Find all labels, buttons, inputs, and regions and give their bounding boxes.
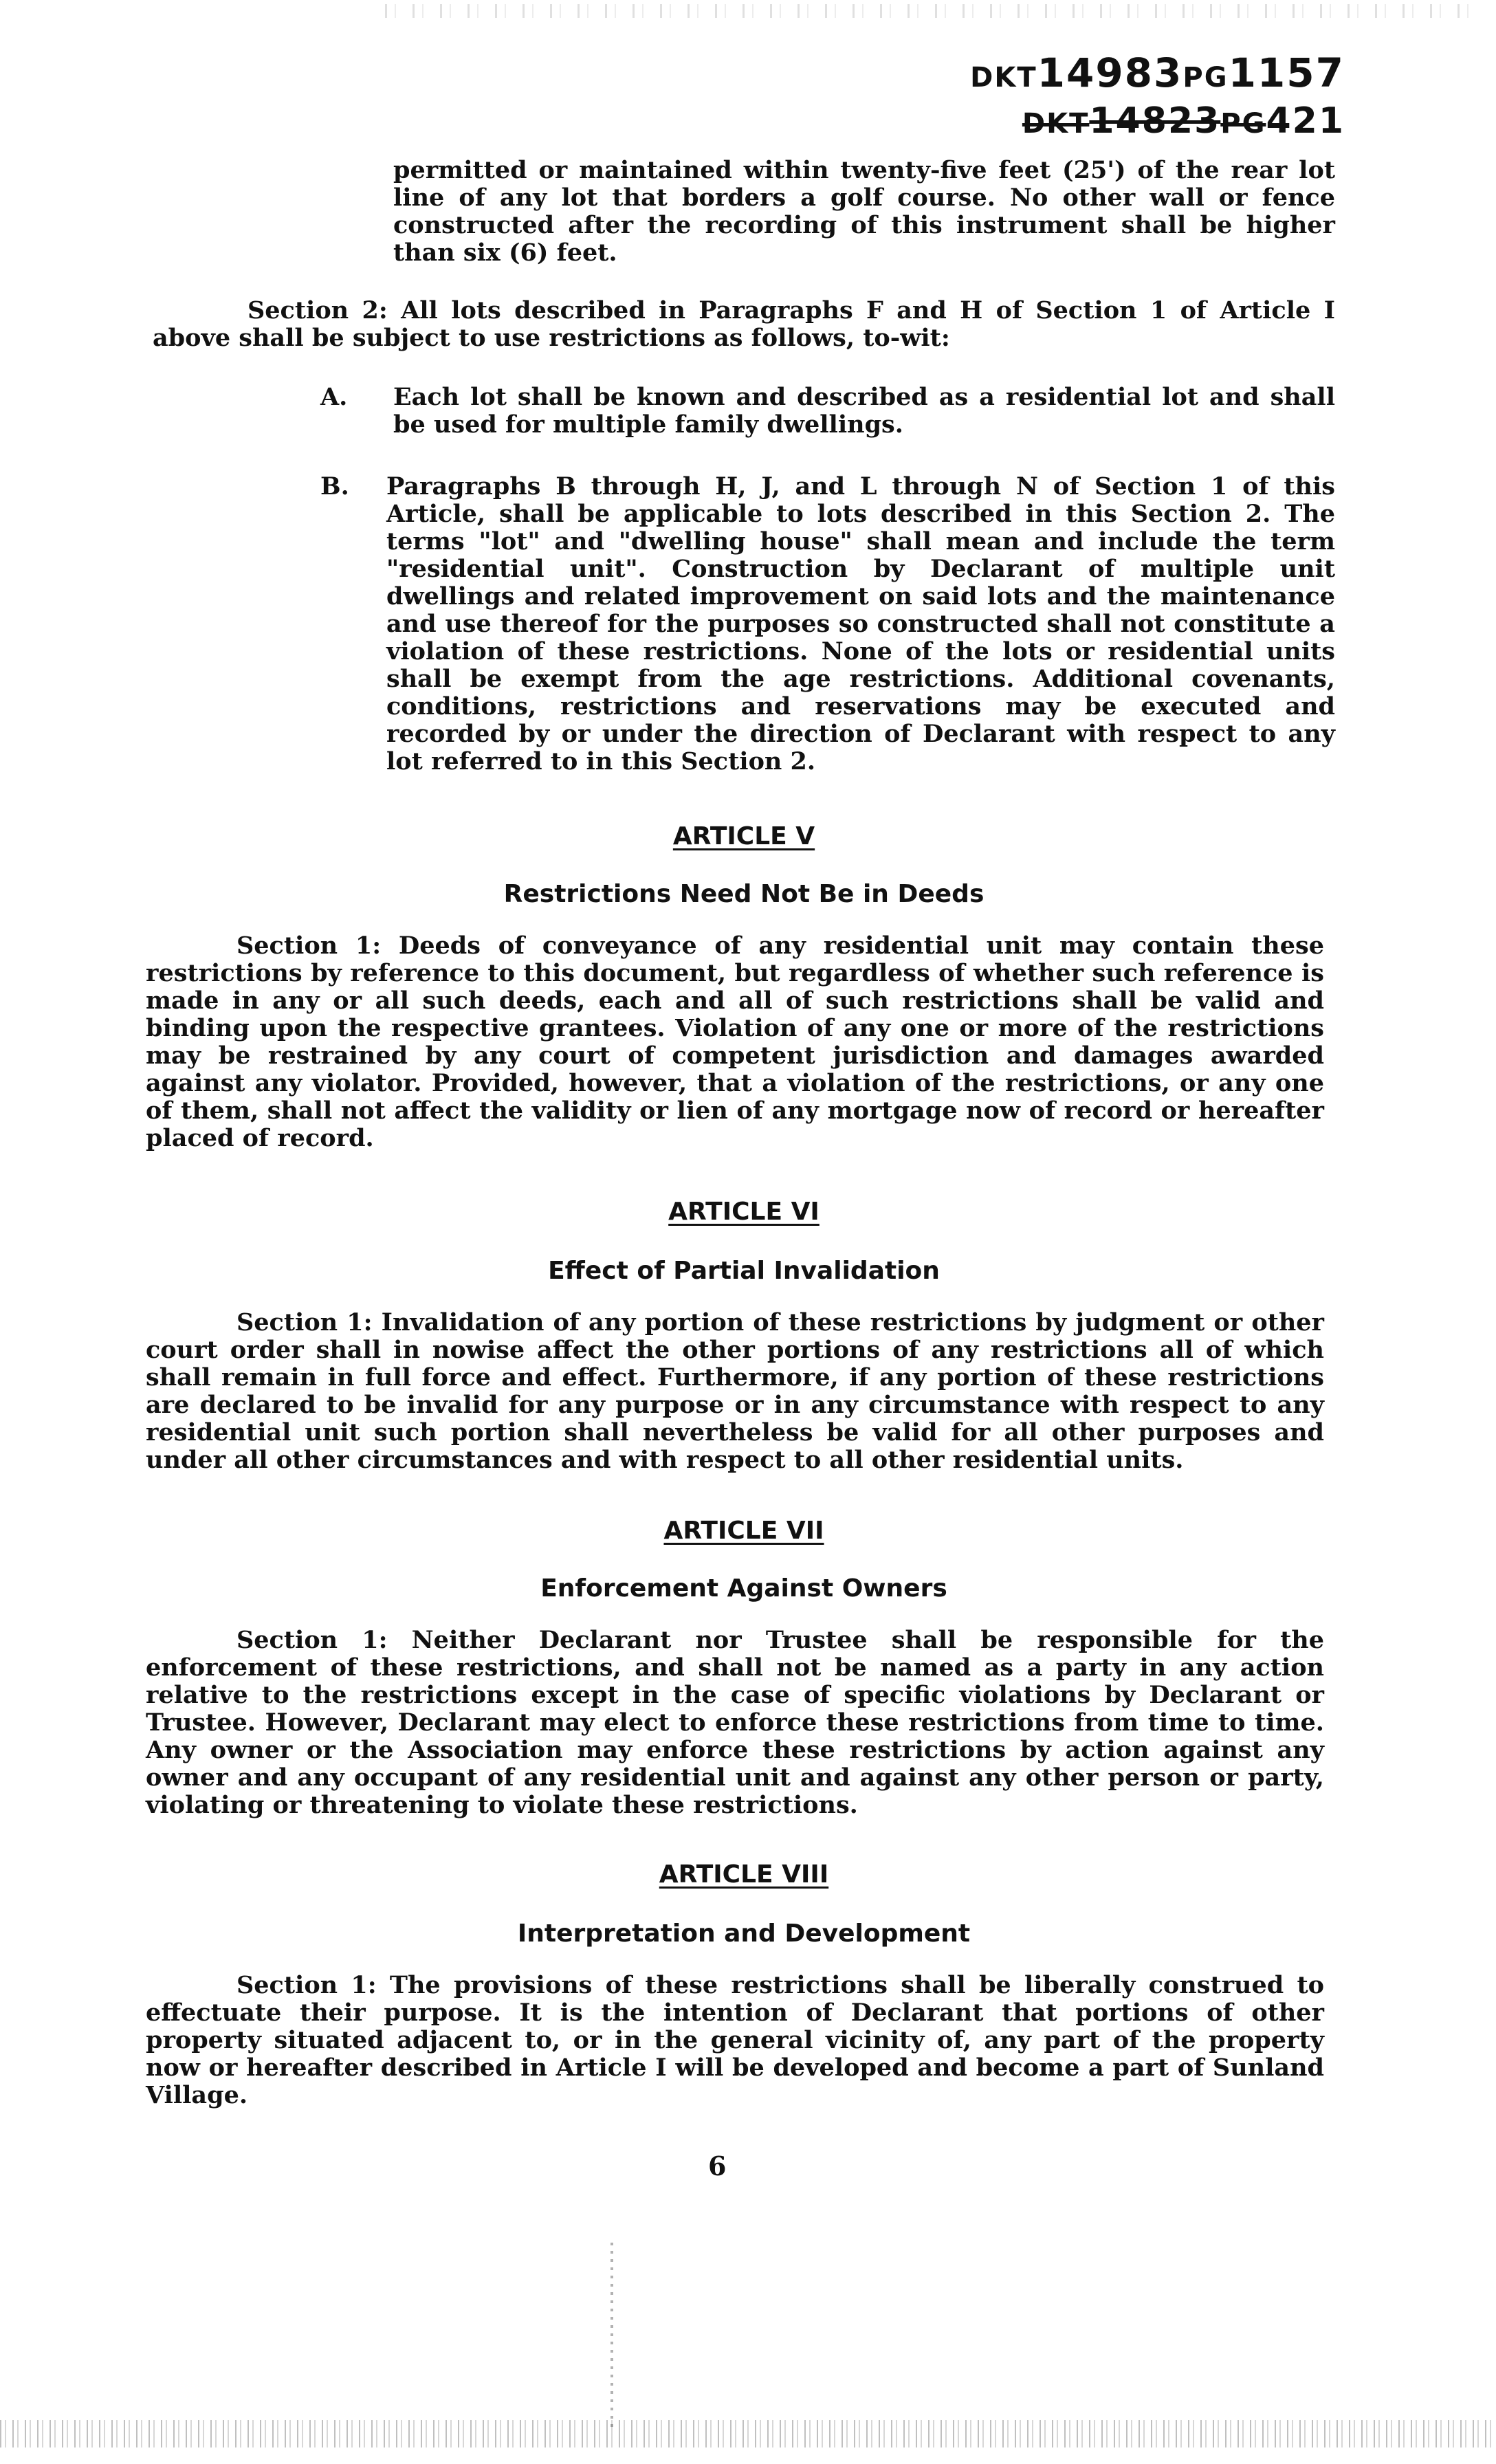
continuation-paragraph: permitted or maintained within twenty-five feet (25') of the rear lot line of any lot that borders a golf course. No other wall or fence constructed after the recording of this instrument shall be higher than six (6) feet. (393, 156, 1335, 267)
article-vii-heading: ARTICLE VII (663, 1517, 824, 1545)
book-page-stamp-struck (1022, 100, 1345, 142)
item-a-label: A. (320, 383, 348, 411)
scan-noise-vertical (610, 2241, 613, 2427)
article-vi-section-1: Section 1: Invalidation of any portion of these restrictions by judgment or other court order shall in nowise affect the other portions of any restrictions all of which shall remain in full force and effect. Furthermore, if any portion of these restrictions are declared to be invalid for any purpose or in any circumstance with respect to any residential unit such portion shall nevertheless be valid for all other purposes and under all other circumstances and with respect to all other residential units. (146, 1308, 1324, 1474)
item-b-text: Paragraphs B through H, J, and L through N of Section 1 of this Article, shall be applicable to lots described in this Section 2. The terms "lot" and "dwelling house" shall mean and include the term "residential unit". Construction by Declarant of multiple unit dwellings and related improvement on said lots and the maintenance and use thereof for the purposes so constructed shall not constitute a violation of these restrictions. None of the lots or residential units shall be exempt from the age restrictions. Additional covenants, conditions, restrictions and reservations may be executed and recorded by or under the direction of Declarant with respect to any lot referred to in this Section 2. (386, 472, 1335, 776)
scan-noise-top (385, 4, 1485, 18)
scan-noise-bottom (0, 2420, 1496, 2448)
article-vi-subheading: Effect of Partial Invalidation (548, 1257, 940, 1285)
stamp-prefix-struck: DKT (1022, 108, 1090, 140)
article-vii-subheading: Enforcement Against Owners (540, 1574, 947, 1603)
item-a-text: Each lot shall be known and described as a residential lot and shall be used for multiple family dwellings. (393, 383, 1335, 439)
stamp-book-number: 14983 (1037, 50, 1183, 96)
article-vii-section-1: Section 1: Neither Declarant nor Trustee shall be responsible for the enforcement of these restrictions, and shall not be named as a party in any action relative to the restrictions except in the case of specific violations by Declarant or Trustee. However, Declarant may elect to enforce these restrictions from time to time. Any owner or the Association may enforce these restrictions by action against any owner and any occupant of any residential unit and against any other person or party, violating or threatening to violate these restrictions. (146, 1626, 1324, 1819)
stamp-pg-label: PG (1182, 62, 1229, 94)
article-viii-section-1: Section 1: The provisions of these restrictions shall be liberally construed to effectuate their purpose. It is the intention of Declarant that portions of other property situated adjacent to, or in the general vicinity of, any part of the property now or hereafter described in Article I will be developed and become a part of Sunland Village. (146, 1971, 1324, 2109)
stamp-book-number-struck: 14823 (1089, 100, 1221, 142)
stamp-page-number-struck: 421 (1266, 100, 1345, 142)
item-b-label: B. (320, 472, 349, 500)
stamp-page-number: 1157 (1228, 50, 1345, 96)
stamp-pg-label-struck: PG (1220, 108, 1266, 140)
article-viii-heading: ARTICLE VIII (659, 1860, 829, 1889)
article-vi-heading: ARTICLE VI (668, 1198, 820, 1226)
article-viii-subheading: Interpretation and Development (517, 1920, 971, 1948)
stamp-prefix: DKT (970, 62, 1037, 94)
page-number: 6 (708, 2150, 727, 2181)
article-v-heading: ARTICLE V (672, 822, 815, 850)
book-page-stamp (970, 50, 1345, 96)
section-2-intro: Section 2: All lots described in Paragraphs F and H of Section 1 of Article I above shall be subject to use restrictions as follows, to-wit: (153, 296, 1335, 352)
article-v-subheading: Restrictions Need Not Be in Deeds (503, 880, 984, 908)
article-v-section-1: Section 1: Deeds of conveyance of any residential unit may contain these restrictions by reference to this document, but regardless of whether such reference is made in any or all such deeds, each and all of such restrictions shall be valid and binding upon the respective grantees. Violation of any one or more of the restrictions may be restrained by any court of competent jurisdiction and damages awarded against any violator. Provided, however, that a violation of the restrictions, or any one of them, shall not affect the validity or lien of any mortgage now of record or hereafter placed of record. (146, 932, 1324, 1152)
